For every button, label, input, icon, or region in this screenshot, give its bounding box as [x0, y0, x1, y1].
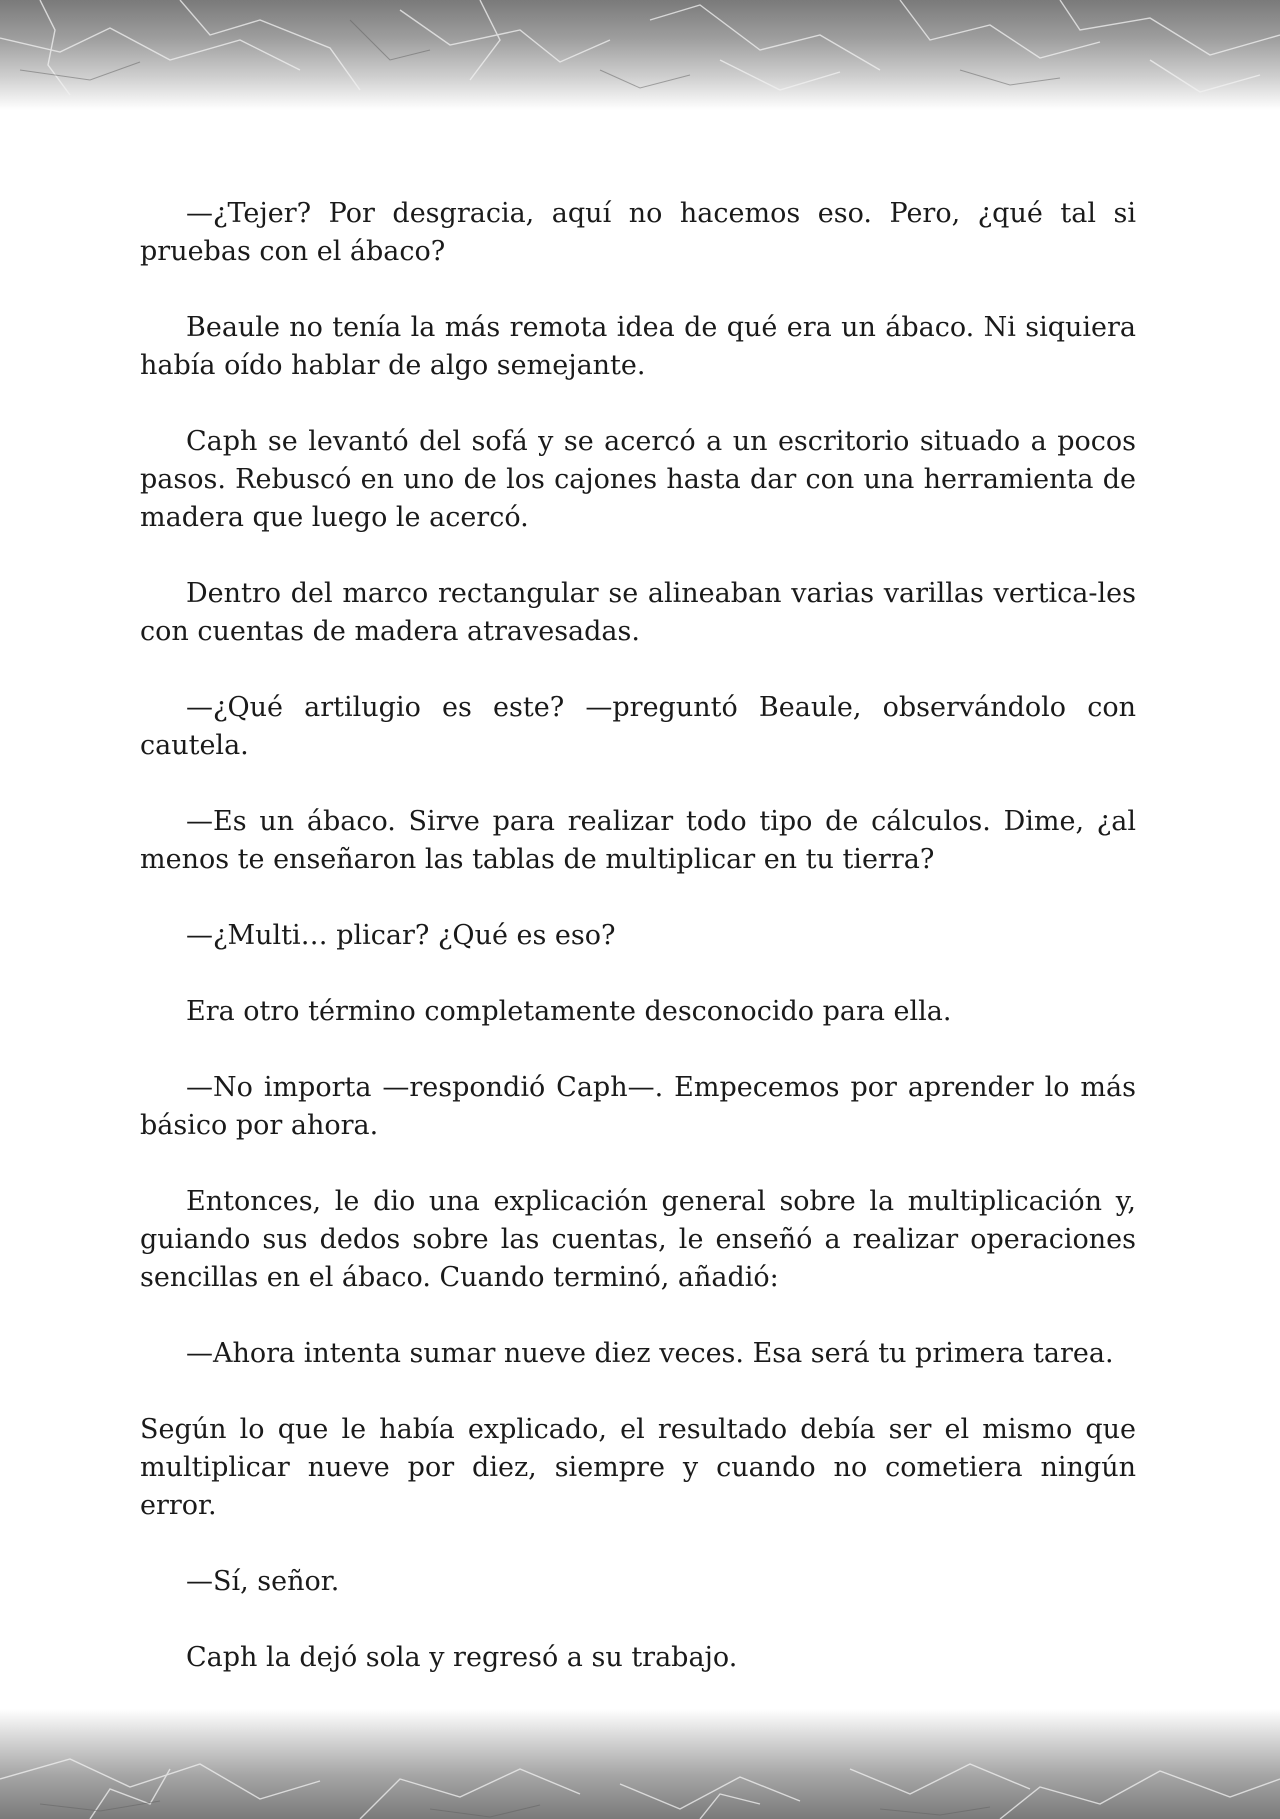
paragraph: Entonces, le dio una explicación general sobre la multiplicación y, guiando sus dedos sobre las cuentas, le enseñó a realizar operaciones sencillas en el ábaco. Cuando terminó, añadió: [140, 1186, 1136, 1293]
paragraph: Caph se levantó del sofá y se acercó a un escritorio situado a pocos pasos. Rebuscó en uno de los cajones hasta dar con una herramienta de madera que luego le acercó. [140, 426, 1136, 533]
paragraph: Beaule no tenía la más remota idea de qué era un ábaco. Ni siquiera había oído hablar de algo semejante. [140, 312, 1136, 381]
bottom-crack-texture [0, 1709, 1280, 1819]
page-body [140, 195, 1136, 1677]
paragraph: —¿Tejer? Por desgracia, aquí no hacemos eso. Pero, ¿qué tal si pruebas con el ábaco? [140, 198, 1136, 267]
top-crack-texture [0, 0, 1280, 110]
paragraph: Según lo que le había explicado, el resultado debía ser el mismo que multiplicar nueve por diez, siempre y cuando no cometiera ningún error. [140, 1414, 1136, 1521]
bottom-marble-banner [0, 1709, 1280, 1819]
paragraph: —Es un ábaco. Sirve para realizar todo tipo de cálculos. Dime, ¿al menos te enseñaron las tablas de multiplicar en tu tierra? [140, 806, 1136, 875]
paragraph: Era otro término completamente desconocido para ella. [186, 996, 952, 1027]
paragraph: —¿Multi… plicar? ¿Qué es eso? [186, 920, 616, 951]
paragraph: —No importa —respondió Caph—. Empecemos por aprender lo más básico por ahora. [140, 1072, 1136, 1141]
paragraph: —Sí, señor. [186, 1566, 340, 1597]
paragraph: —Ahora intenta sumar nueve diez veces. Esa será tu primera tarea. [186, 1338, 1114, 1369]
paragraph: Caph la dejó sola y regresó a su trabajo. [186, 1642, 738, 1673]
top-marble-banner [0, 0, 1280, 110]
paragraph: —¿Qué artilugio es este? —preguntó Beaule, observándolo con cautela. [140, 692, 1136, 761]
paragraph: Dentro del marco rectangular se alineaban varias varillas vertica-les con cuentas de madera atravesadas. [140, 578, 1136, 647]
